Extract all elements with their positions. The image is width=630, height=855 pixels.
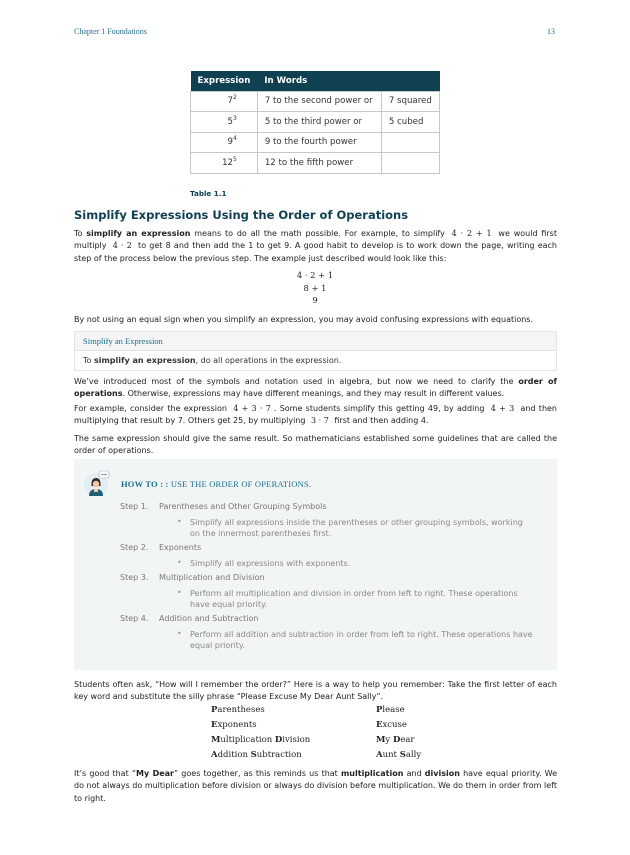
words-cell: 12 to the fifth power (257, 153, 381, 174)
phrase-word: Please (376, 705, 405, 715)
operation-term: Parentheses (211, 705, 265, 715)
remember-paragraph: Students often ask, “How will I remember the order?” Here is a way to help you remember: Take the first letter of each key word and substitute the silly phrase “Please Excuse My Dear Aunt Sally”. (74, 680, 557, 702)
step-name: Addition and Subtraction (159, 614, 259, 623)
phrase-word: Aunt Sally (376, 750, 422, 760)
table-row (191, 132, 440, 153)
words-cell: 5 to the third power or (257, 112, 381, 133)
step-line: 8 + 1 (303, 282, 327, 293)
mnemonic-row (211, 750, 451, 765)
section-title: Simplify Expressions Using the Order of Operations (74, 208, 409, 222)
example-paragraph: For example, consider the expression 4 + 3 · 7 . Some students simplify this getting 49, by adding 4 + 3 and then multiplying that result by 7. Others get 25, by multiplying 3 · 7 first and then adding 4. (74, 404, 558, 426)
step-label: Step 1. (120, 502, 149, 511)
column-header: In Words (257, 71, 381, 91)
bullet-icon: • (177, 558, 182, 567)
howto-box (74, 459, 557, 670)
table-row (191, 91, 440, 112)
worked-steps (0, 269, 630, 307)
column-header (381, 71, 439, 91)
step-detail: Simplify all expressions with exponents. (190, 559, 351, 568)
extra-cell (381, 153, 439, 174)
intro-paragraph: To simplify an expression means to do all the math possible. For example, to simplify 4 · 2 + 1 we would first multiply 4 · 2 to get 8 and then add the 1 to get 9. A good habit to develop is to work down the page, writing each step of the process below the previous step. The example just described would look like this: (74, 229, 558, 263)
step-label: Step 2. (120, 543, 149, 552)
person-icon (84, 470, 110, 498)
mnemonic-row (211, 720, 451, 735)
expression-cell: $12^5$ (191, 153, 258, 174)
extra-cell: 7 squared (381, 91, 439, 112)
table-header-row (191, 71, 440, 91)
order-intro-paragraph: We’ve introduced most of the symbols and notation used in algebra, but now we need to clarify the order of operations. Otherwise, expressions may have different meanings, and they may result in different values. (74, 377, 557, 399)
table-caption: Table 1.1 (190, 189, 227, 198)
exponent-table (190, 71, 440, 174)
howto-title: HOW TO : : USE THE ORDER OF OPERATIONS. (121, 479, 312, 489)
phrase-word: Excuse (376, 720, 407, 730)
my-dear-paragraph: It’s good that “My Dear” goes together, as this reminds us that multiplication and division have equal priority. We do not always do multiplication before division or always do division before multiplication. We do them in order from left to right. (74, 769, 558, 803)
definition-title: Simplify an Expression (75, 332, 556, 351)
step-name: Exponents (159, 543, 202, 552)
mnemonic-row (211, 705, 451, 720)
bullet-icon: • (177, 588, 182, 597)
step-line: 9 (312, 295, 318, 306)
operation-term: Multiplication Division (211, 735, 311, 745)
step-name: Multiplication and Division (159, 573, 265, 582)
step-label: Step 3. (120, 573, 149, 582)
extra-cell (381, 132, 439, 153)
words-cell: 7 to the second power or (257, 91, 381, 112)
step-line: 4 · 2 + 1 (296, 270, 334, 280)
mnemonic-row (211, 735, 451, 750)
definition-box (74, 331, 557, 371)
definition-body: To simplify an expression, do all operations in the expression. (83, 356, 342, 365)
expression-cell: $7^2$ (191, 91, 258, 112)
same-result-paragraph: The same expression should give the same result. So mathematicians established some guidelines that are called the order of operations. (74, 434, 557, 456)
bullet-icon: • (177, 517, 182, 526)
page-number: 13 (547, 27, 555, 36)
operation-term: Exponents (211, 720, 257, 730)
column-header: Expression (191, 71, 258, 91)
equal-sign-paragraph: By not using an equal sign when you simplify an expression, you may avoid confusing expressions with equations. (74, 315, 534, 324)
step-label: Step 4. (120, 614, 149, 623)
table-row (191, 112, 440, 133)
step-name: Parentheses and Other Grouping Symbols (159, 502, 327, 511)
phrase-word: My Dear (376, 735, 415, 745)
expression-cell: $5^3$ (191, 112, 258, 133)
running-header: Chapter 1 Foundations (74, 27, 147, 36)
operation-term: Addition Subtraction (211, 750, 302, 760)
step-detail: Perform all addition and subtraction in order from left to right. These operations have equal priority. (190, 630, 533, 650)
table-row (191, 153, 440, 174)
expression-cell: $9^4$ (191, 132, 258, 153)
mnemonic-table (211, 705, 451, 765)
extra-cell: 5 cubed (381, 112, 439, 133)
step-detail: Perform all multiplication and division in order from left to right. These operations have equal priority. (190, 589, 518, 609)
bullet-icon: • (177, 629, 182, 638)
words-cell: 9 to the fourth power (257, 132, 381, 153)
step-detail: Simplify all expressions inside the parentheses or other grouping symbols, working on the innermost parentheses first. (190, 518, 523, 538)
